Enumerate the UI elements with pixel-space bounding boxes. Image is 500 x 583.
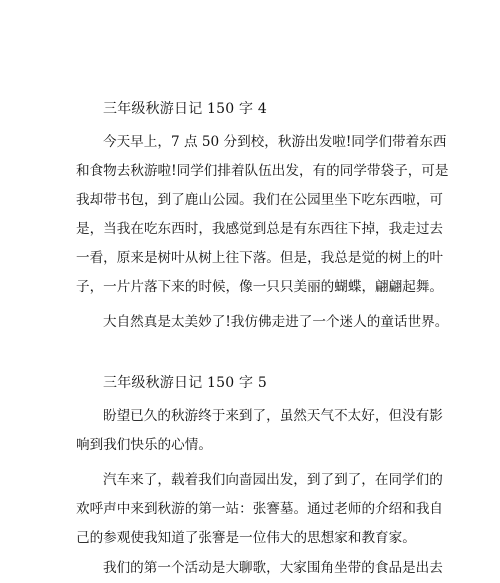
text-line: 和食物去秋游啦!同学们排着队伍出发，有的同学带袋子，可是 — [76, 163, 449, 179]
paragraph — [103, 308, 449, 337]
paragraph — [76, 402, 443, 460]
text-line: 今天早上，7 点 50 分到校，秋游出发啦!同学们带着东西 — [103, 134, 447, 150]
text-line: 己的参观使我知道了张謇是一位伟大的思想家和教育家。 — [76, 530, 416, 546]
text-line: 子，一片片落下来的时候，像一只只美丽的蝴蝶，翩翩起舞。 — [76, 279, 444, 295]
text-line: 我却带书包，到了鹿山公园。我们在公园里坐下吃东西啦，可 — [76, 192, 444, 208]
text-line: 欢呼声中来到秋游的第一站：张謇墓。通过老师的介绍和我自 — [76, 501, 444, 517]
paragraph — [76, 466, 444, 553]
entry-title: 三年级秋游日记 150 字 5 — [103, 375, 267, 391]
entry-title: 三年级秋游日记 150 字 4 — [103, 101, 267, 117]
text-line: 盼望已久的秋游终于来到了，虽然天气不太好，但没有影 — [103, 408, 443, 424]
text-line: 汽车来了，载着我们向啬园出发，到了到了，在同学们的 — [103, 472, 443, 488]
diary-entry-5 — [76, 372, 444, 561]
text-line: 大自然真是太美妙了!我仿佛走进了一个迷人的童话世界。 — [103, 314, 449, 330]
text-line: 一看，原来是树叶从树上往下落。但是，我总是觉的树上的叶 — [76, 250, 444, 266]
cutoff-text-line: 我们的第一个活动是大聊歌，大家围角坐带的食品是出去 — [103, 560, 443, 576]
paragraph — [76, 128, 449, 302]
diary-entry-4 — [76, 98, 449, 345]
text-line: 响到我们快乐的心情。 — [76, 437, 212, 453]
text-line: 是，当我在吃东西时，我感觉到总是有东西往下掉，我走过去 — [76, 221, 444, 237]
